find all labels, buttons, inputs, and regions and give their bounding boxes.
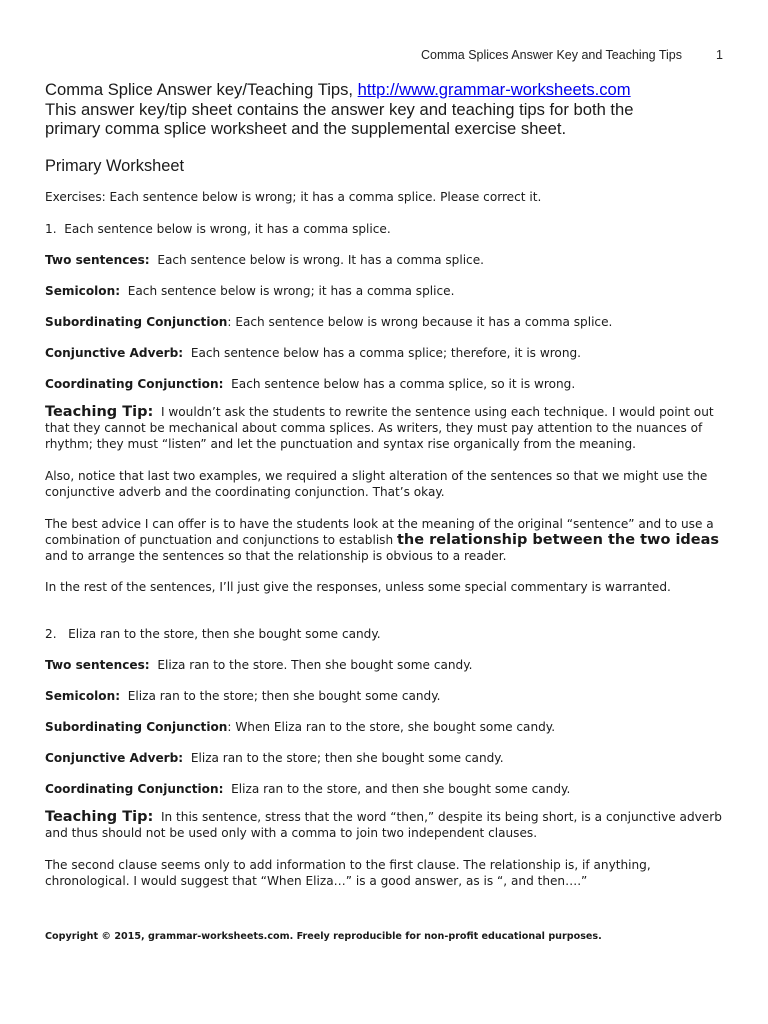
answer-text: Eliza ran to the store; then she bought some candy. <box>127 688 441 703</box>
answer-text: Eliza ran to the store; then she bought some candy. <box>190 750 504 765</box>
exercise-item-1 <box>45 221 725 237</box>
answer-label: Conjunctive Adverb: <box>45 345 184 360</box>
exercise-item-2 <box>45 626 725 642</box>
page-number: 1 <box>716 48 723 62</box>
answer-conjunctive-adverb <box>45 750 725 766</box>
answer-two-sentences <box>45 657 725 673</box>
answer-label: Conjunctive Adverb: <box>45 750 184 765</box>
paragraph-text: and to arrange the sentences so that the relationship is obvious to a reader. <box>45 548 507 563</box>
answer-text: Eliza ran to the store, and then she bought some candy. <box>231 781 571 796</box>
intro-block <box>45 80 725 139</box>
answer-text: : Each sentence below is wrong because it has a comma splice. <box>227 314 613 329</box>
answer-coordinating <box>45 781 725 797</box>
answer-text: : When Eliza ran to the store, she bought some candy. <box>227 719 556 734</box>
answer-conjunctive-adverb <box>45 345 725 361</box>
answer-text: Each sentence below is wrong. It has a comma splice. <box>157 252 484 267</box>
page-header <box>0 48 768 66</box>
exercises-instruction: Exercises: Each sentence below is wrong; it has a comma splice. Please correct it. <box>45 189 542 204</box>
answer-subordinating <box>45 719 725 735</box>
paragraph <box>45 516 725 564</box>
tip-text: In this sentence, stress that the word “then,” despite its being short, is a conjunctive adverb and thus should not be used only with a comma to join two independent clauses. <box>45 809 722 840</box>
intro-line-2: This answer key/tip sheet contains the answer key and teaching tips for both the <box>45 99 634 119</box>
paragraph: Also, notice that last two examples, we required a slight alteration of the sentences so that we might use the conjunctive adverb and the coordinating conjunction. That’s okay. <box>45 468 708 499</box>
copyright-footer: Copyright © 2015, grammar-worksheets.com. Freely reproducible for non-profit educational purposes. <box>45 931 602 942</box>
item-sentence: Eliza ran to the store, then she bought some candy. <box>68 626 381 641</box>
header-title: Comma Splices Answer Key and Teaching Tips <box>420 48 682 62</box>
section-title: Primary Worksheet <box>45 156 185 175</box>
document-body <box>45 80 725 889</box>
answer-label: Two sentences: <box>45 657 150 672</box>
answer-label: Subordinating Conjunction <box>45 719 228 734</box>
intro-line-3: primary comma splice worksheet and the supplemental exercise sheet. <box>45 119 567 138</box>
answer-label: Semicolon: <box>45 688 121 703</box>
answer-text: Each sentence below is wrong; it has a comma splice. <box>127 283 455 298</box>
answer-label: Two sentences: <box>45 252 150 267</box>
paragraph: In the rest of the sentences, I’ll just give the responses, unless some special commentary is warranted. <box>45 579 671 594</box>
paragraph: The second clause seems only to add information to the first clause. The relationship is, if anything, chronological. I would suggest that “When Eliza…” is a good answer, as is “, and then….” <box>45 857 651 888</box>
item-number: 1. <box>45 221 57 236</box>
tip-label: Teaching Tip: <box>45 403 154 420</box>
site-link[interactable]: http://www.grammar-worksheets.com <box>357 80 631 99</box>
teaching-tip-2 <box>45 809 725 841</box>
answer-label: Subordinating Conjunction <box>45 314 228 329</box>
paragraph-text: The best advice I can offer is to have the students look at the meaning of the original “sentence” and to use a combination of punctuation and conjunctions to establish <box>45 516 714 547</box>
item-sentence: Each sentence below is wrong, it has a comma splice. <box>64 221 391 236</box>
answer-label: Semicolon: <box>45 283 121 298</box>
answer-text: Each sentence below has a comma splice; therefore, it is wrong. <box>190 345 582 360</box>
answer-subordinating <box>45 314 725 330</box>
answer-coordinating <box>45 376 725 392</box>
answer-semicolon <box>45 283 725 299</box>
tip-text: I wouldn’t ask the students to rewrite the sentence using each technique. I would point out that they cannot be mechanical about comma splices. As writers, they must pay attention to the nuances of rhythm; they must “listen” and let the punctuation and syntax rise organically from the meaning. <box>45 404 714 451</box>
emphasis-text: the relationship between the two ideas <box>396 531 720 548</box>
tip-label: Teaching Tip: <box>45 808 154 825</box>
item-number: 2. <box>45 626 57 641</box>
answer-two-sentences <box>45 252 725 268</box>
answer-label: Coordinating Conjunction: <box>45 781 224 796</box>
answer-text: Each sentence below has a comma splice, so it is wrong. <box>231 376 576 391</box>
answer-label: Coordinating Conjunction: <box>45 376 224 391</box>
teaching-tip-1 <box>45 404 725 452</box>
answer-semicolon <box>45 688 725 704</box>
answer-text: Eliza ran to the store. Then she bought some candy. <box>157 657 473 672</box>
doc-title: Comma Splice Answer key/Teaching Tips, <box>45 80 358 99</box>
